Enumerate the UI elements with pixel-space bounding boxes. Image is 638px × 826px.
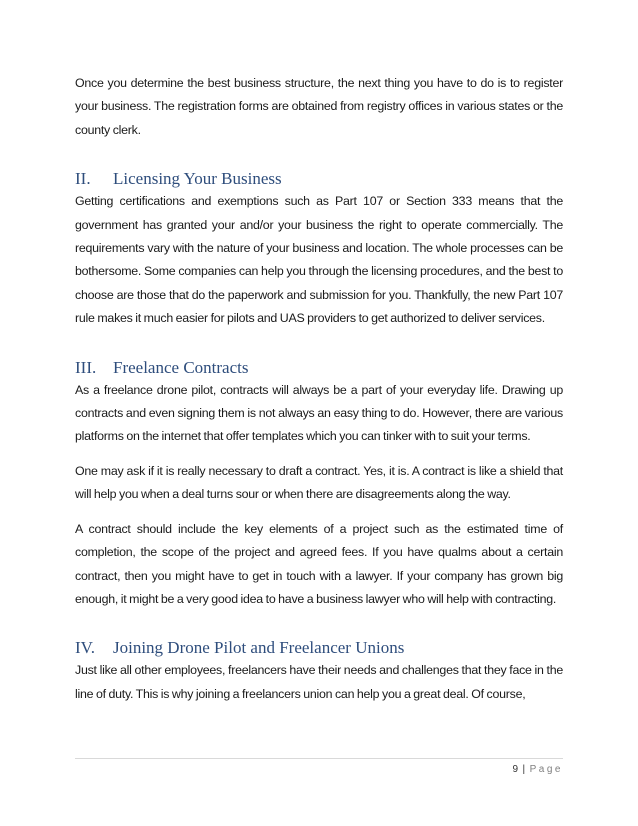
page-content <box>75 72 563 717</box>
intro-paragraph: Once you determine the best business structure, the next thing you have to do is to register your business. The registration forms are obtained from registry offices in various states or the county clerk. <box>75 76 563 137</box>
section-heading-contracts <box>75 357 563 379</box>
page-label: Page <box>529 764 563 775</box>
section-number: IV. <box>75 638 95 658</box>
section-paragraph: Getting certifications and exemptions such as Part 107 or Section 333 means that the government has granted your and/or your business the right to operate commercially. The requirements vary with the nature of your business and location. The whole processes can be bothersome. Some companies can help you through the licensing procedures, and the best to choose are those that do the paperwork and submission for you. Thankfully, the new Part 107 rule makes it much easier for pilots and UAS providers to get authorized to deliver services. <box>75 194 563 326</box>
section-paragraph: As a freelance drone pilot, contracts will always be a part of your everyday life. Drawing up contracts and even signing them is not always an easy thing to do. However, there are various platforms on the internet that offer templates which you can tinker with to suit your terms. <box>75 382 563 444</box>
section-number: II. <box>75 169 91 189</box>
section-number: III. <box>75 357 97 377</box>
section-title: Joining Drone Pilot and Freelancer Unions <box>113 638 405 658</box>
section-paragraph: Just like all other employees, freelancers have their needs and challenges that they face in the line of duty. This is why joining a freelancers union can help you a great deal. Of course, <box>75 663 563 701</box>
section-paragraph: One may ask if it is really necessary to draft a contract. Yes, it is. A contract is like a shield that will help you when a deal turns sour or when there are disagreements along the way. <box>75 463 563 502</box>
section-title: Licensing Your Business <box>113 169 282 189</box>
section-paragraph: A contract should include the key elements of a project such as the estimated time of completion, the scope of the project and agreed fees. If you have qualms about a certain contract, then you might have to get in touch with a lawyer. If your company has grown big enough, it might be a very good idea to have a business lawyer who will help with contracting. <box>75 521 563 606</box>
section-heading-licensing <box>75 168 563 190</box>
footer-divider <box>75 758 563 759</box>
page-footer <box>512 764 563 775</box>
section-title: Freelance Contracts <box>113 357 249 377</box>
page-number: 9 <box>512 764 519 775</box>
section-heading-unions <box>75 637 563 659</box>
footer-separator: | <box>522 764 526 775</box>
